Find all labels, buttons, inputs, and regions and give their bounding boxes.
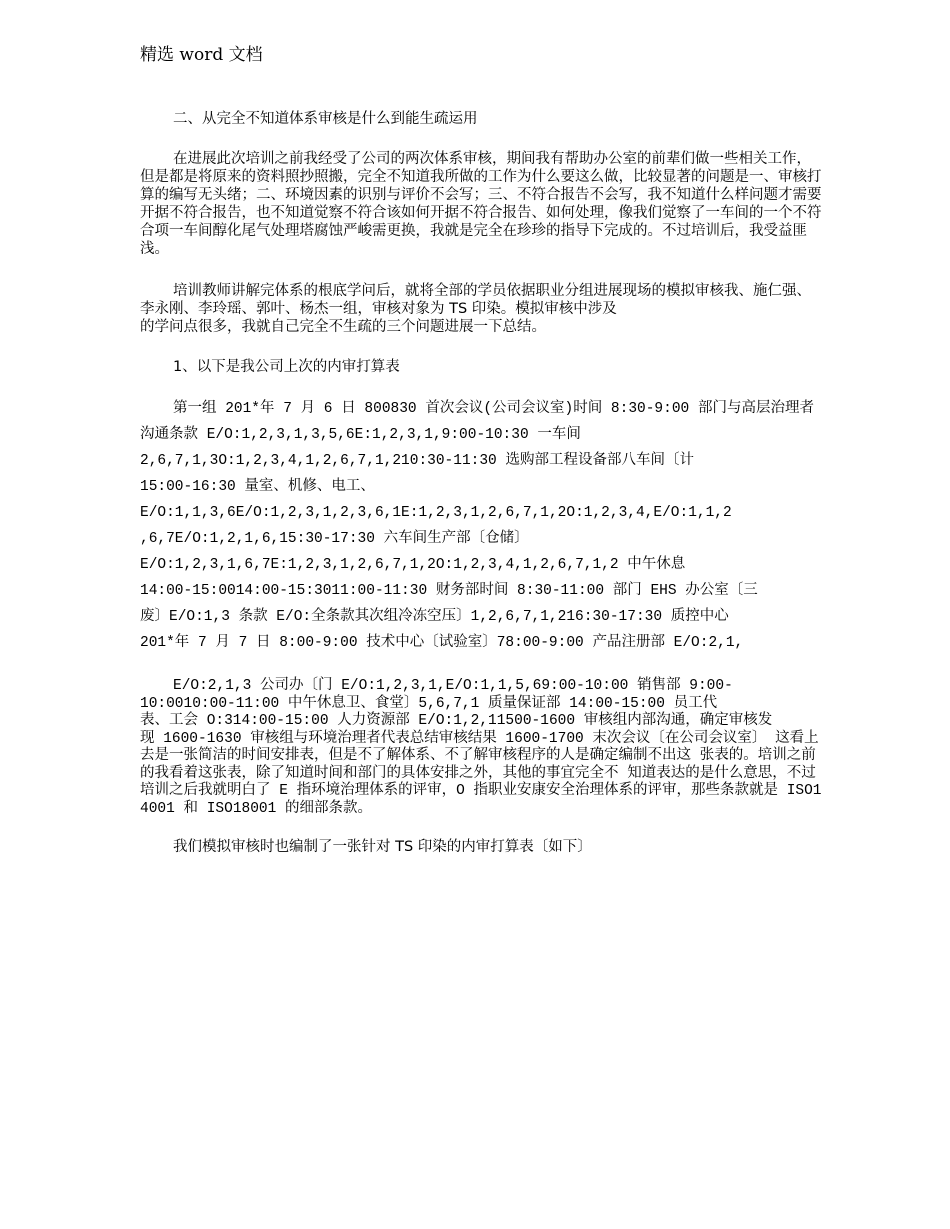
paragraph-closing: 我们模拟审核时也编制了一张针对 TS 印染的内审打算表〔如下〕 — [173, 839, 592, 855]
paragraph-training-intro: 在进展此次培训之前我经受了公司的两次体系审核，期间我有帮助办公室的前辈们做一些相关工作，但是都是将原来的资料照抄照搬，完全不知道我所做的工作为什么要这么做，比较显著的问题是一、审核打算的编写无头绪；二、环境因素的识别与评价不会写；三、不符合报告不会写，我不知道什么样问题才需要开据不符合报告，也不知道觉察不符合该如何开据不符合报告、如何处理，像我们觉察了一车间的一个不符合项一车间醇化尾气处理塔腐蚀严峻需更换，我就是完全在珍珍的指导下完成的。不过培训后，我受益匪浅。 — [140, 151, 822, 257]
document-header: 精选 word 文档 — [140, 45, 263, 65]
item-heading-audit-plan: 1、以下是我公司上次的内审打算表 — [173, 359, 400, 375]
section-heading: 二、从完全不知道体系审核是什么到能生疏运用 — [173, 111, 478, 127]
audit-schedule-block-1: 第一组 201*年 7 月 6 日 800830 首次会议(公司会议室)时间 8:30-9:00 部门与高层治理者沟通条款 E/O:1,2,3,1,3,5,6E:1,2,3,1,9:00-10:30 一车间 2,6,7,1,3O:1,2,3,4,1,2,6,7,1,210:30-11:30 选购部工程设备部八车间〔计 15:00-16:30 量室、机修、电工、 E/O:1,1,3,6E/O:1,2,3,1,2,3,6,1E:1,2,3,1,2,6,7,1,2O:1,2,3,4,E/O:1,1,2 ,6,7E/O:1,2,1,6,15:30-17:30 六车间生产部〔仓储〕 E/O:1,2,3,1,6,7E:1,2,3,1,2,6,7,1,2O:1,2,3,4,1,2,6,7,1,2 中午休息 14:00-15:0014:00-15:3011:00-11:30 财务部时间 8:30-11:00 部门 EHS 办公室〔三 废〕E/O:1,3 条款 E/O:全条款其次组冷冻空压〕1,2,6,7,1,216:30-17:30 质控中心 201*年 7 月 7 日 8:00-9:00 技术中心〔试验室〕78:00-9:00 产品注册部 E/O:2,1, — [140, 401, 814, 651]
paragraph-simulated-audit: 培训教师讲解完体系的根底学问后，就将全部的学员依据职业分组进展现场的模拟审核我、施仁强、李永刚、李玲瑶、郭叶、杨杰一组，审核对象为 TS 印染。模拟审核中涉及 的学问点很多，我就自己完全不生疏的三个问题进展一下总结。 — [140, 283, 811, 335]
document-body — [140, 110, 824, 856]
audit-schedule-block-2: E/O:2,1,3 公司办〔门 E/O:1,2,3,1,E/O:1,1,5,69:00-10:00 销售部 9:00- 10:0010:00-11:00 中午休息卫、食堂〕5,6,7,1 质量保证部 14:00-15:00 员工代 表、工会 O:314:00-15:00 人力资源部 E/O:1,2,11500-1600 审核组内部沟通，确定审核发 现 1600-1630 审核组与环境治理者代表总结审核结果 1600-1700 末次会议〔在公司会议室〕 这看上去是一张简洁的时间安排表，但是不了解体系、不了解审核程序的人是确定编制不出这 张表的。培训之前的我看着这张表，除了知道时间和部门的具体安排之外，其他的事宜完全不 知道表达的是什么意思，不过培训之后我就明白了 E 指环境治理体系的评审，O 指职业安康安全治理体系的评审，那些条款就是 ISO14001 和 ISO18001 的细部条款。 — [140, 678, 822, 817]
